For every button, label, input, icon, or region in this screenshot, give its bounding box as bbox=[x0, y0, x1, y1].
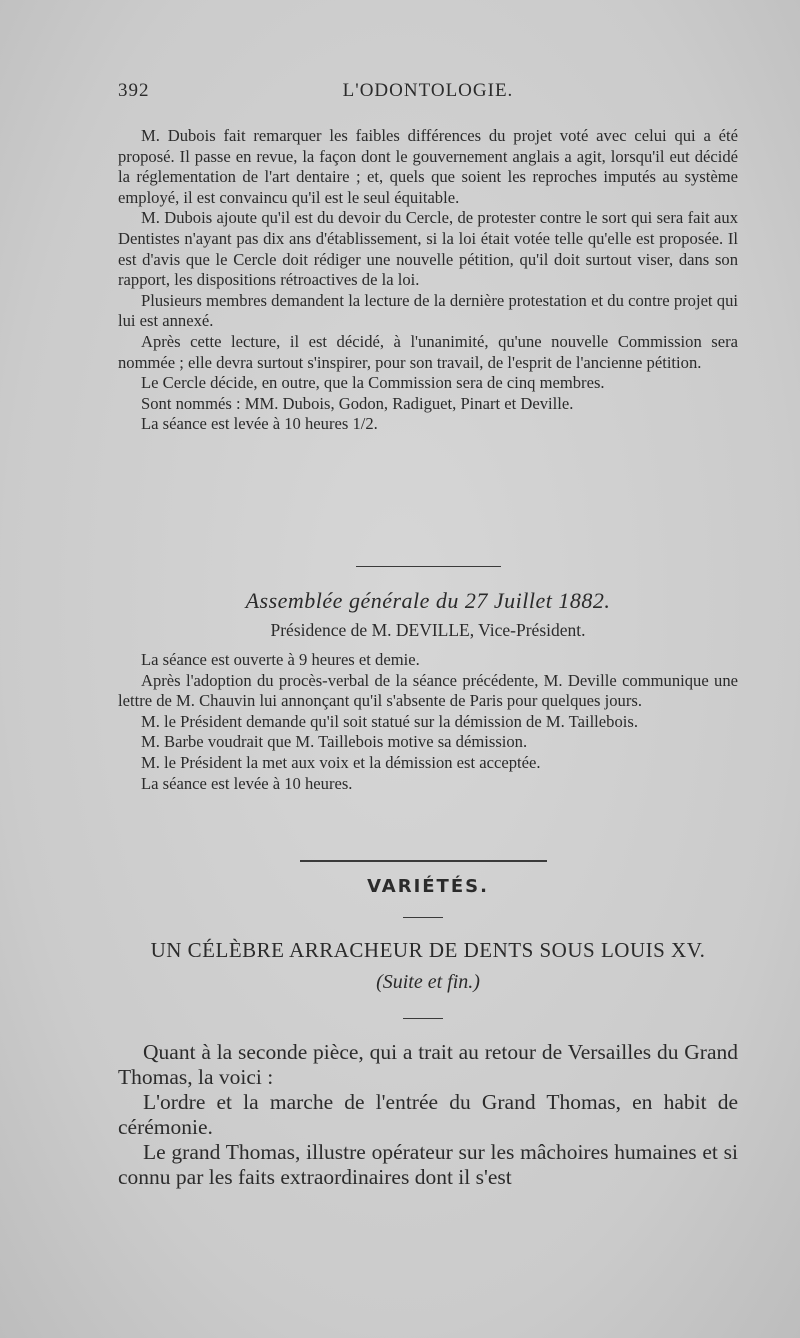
article-subtitle: (Suite et fin.) bbox=[376, 971, 480, 993]
meeting-minutes-second bbox=[118, 650, 738, 794]
paragraph: Plusieurs membres demandent la lecture de la dernière protestation et du contre projet qui lui est annexé. bbox=[118, 290, 738, 331]
assembly-heading bbox=[118, 588, 738, 641]
paragraph: Le Cercle décide, en outre, que la Commission sera de cinq membres. bbox=[141, 373, 605, 393]
article-heading bbox=[118, 938, 738, 994]
meeting-minutes-first bbox=[118, 126, 738, 435]
paragraph: M. Dubois fait remarquer les faibles différences du projet voté avec celui qui a été proposé. Il passe en revue, la façon dont le gouvernement anglais a agit, lorsqu'il eut décidé la réglementation de l'art dentaire ; et, quels que soient les reproches imputés au système employé, il est convaincu qu'il est le seul équitable. bbox=[118, 126, 738, 207]
paragraph: Quant à la seconde pièce, qui a trait au retour de Versailles du Grand Thomas, la voici : bbox=[118, 1040, 738, 1089]
paragraph: M. le Président la met aux voix et la démission est acceptée. bbox=[141, 752, 541, 772]
assembly-title: Assemblée générale du 27 Juillet 1882. bbox=[245, 588, 611, 613]
short-divider bbox=[403, 917, 443, 918]
paragraph: Après l'adoption du procès-verbal de la séance précédente, M. Deville communique une lettre de M. Chauvin lui annonçant qu'il s'absente de Paris pour quelques jours. bbox=[118, 670, 738, 711]
presidence-line: Présidence de M. DEVILLE, Vice-Président. bbox=[270, 620, 586, 640]
page-number: 392 bbox=[118, 80, 150, 101]
paragraph: L'ordre et la marche de l'entrée du Grand Thomas, en habit de cérémonie. bbox=[118, 1090, 738, 1139]
varietes-heading bbox=[118, 876, 738, 897]
page-header bbox=[118, 80, 738, 110]
paragraph: Le grand Thomas, illustre opérateur sur les mâchoires humaines et si connu par les faits extraordinaires dont il s'est bbox=[118, 1140, 738, 1189]
paragraph: La séance est levée à 10 heures. bbox=[141, 773, 353, 793]
short-divider bbox=[403, 1018, 443, 1019]
section-divider bbox=[300, 860, 547, 862]
paragraph: M. Dubois ajoute qu'il est du devoir du Cercle, de protester contre le sort qui sera fait aux Dentistes n'ayant pas dix ans d'établissement, si la loi était votée telle qu'elle est proposée. Il est d'avis que le Cercle doit rédiger une nouvelle pétition, qu'il doit surtout viser, dans son rapport, les dispositions rétroactives de la loi. bbox=[118, 208, 738, 290]
paragraph: La séance est ouverte à 9 heures et demie. bbox=[141, 650, 420, 669]
paragraph: Après cette lecture, il est décidé, à l'unanimité, qu'une nouvelle Commission sera nommée ; elle devra surtout s'inspirer, pour son travail, de l'esprit de l'ancienne pétition. bbox=[118, 331, 738, 372]
section-divider bbox=[356, 566, 501, 567]
article-body bbox=[118, 1040, 738, 1190]
paragraph: M. Barbe voudrait que M. Taillebois motive sa démission. bbox=[141, 732, 528, 752]
article-title: UN CÉLÈBRE ARRACHEUR DE DENTS SOUS LOUIS XV. bbox=[150, 938, 706, 962]
paragraph: La séance est levée à 10 heures 1/2. bbox=[141, 414, 378, 434]
paragraph: M. le Président demande qu'il soit statué sur la démission de M. Taillebois. bbox=[141, 711, 638, 731]
section-title: VARIÉTÉS. bbox=[367, 876, 489, 897]
paragraph: Sont nommés : MM. Dubois, Godon, Radiguet, Pinart et Deville. bbox=[141, 393, 574, 413]
running-title: L'ODONTOLOGIE. bbox=[342, 80, 514, 101]
